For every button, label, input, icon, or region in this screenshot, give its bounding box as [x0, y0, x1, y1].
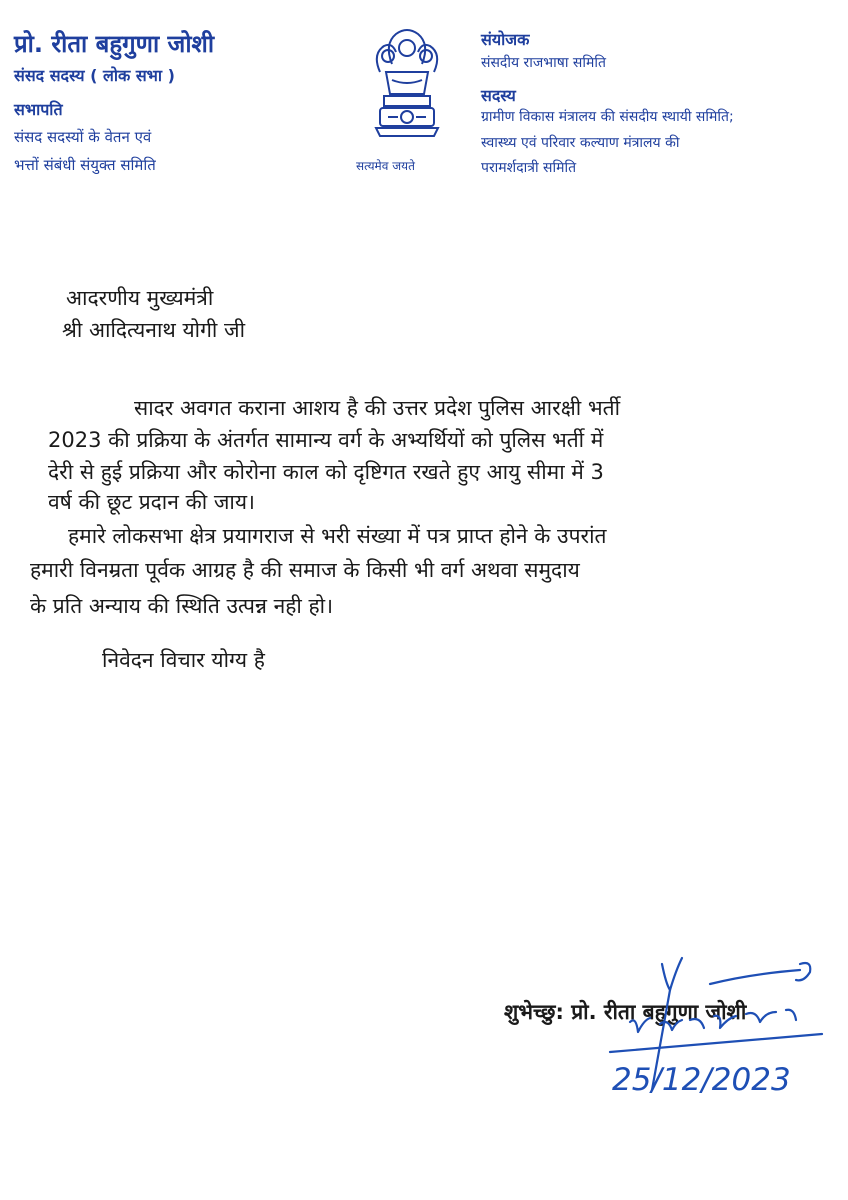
left-committee-line2: भत्तों संबंधी संयुक्त समिति — [14, 156, 156, 174]
salutation-line2: श्री आदित्यनाथ योगी जी — [62, 318, 246, 342]
right-role-convener: संयोजक — [481, 30, 530, 49]
salutation-line1: आदरणीय मुख्यमंत्री — [66, 286, 214, 310]
right-role-member: सदस्य — [481, 86, 516, 105]
body-line-4: वर्ष की छूट प्रदान की जाय। — [48, 490, 255, 514]
left-committee-line1: संसद सदस्यों के वेतन एवं — [14, 128, 152, 146]
right-committee2-line3: परामर्शदात्री समिति — [481, 160, 577, 176]
right-committee2-line1: ग्रामीण विकास मंत्रालय की संसदीय स्थायी समिति; — [481, 109, 734, 125]
right-committee1: संसदीय राजभाषा समिति — [481, 55, 607, 71]
body-line-8: निवेदन विचार योग्य है — [102, 648, 265, 672]
handwritten-date: 25/12/2023 — [612, 1062, 791, 1098]
sender-name: प्रो. रीता बहुगुणा जोशी — [14, 30, 215, 58]
closing-signature-line: शुभेच्छु: प्रो. रीता बहुगुणा जोशी — [504, 1000, 747, 1024]
body-line-3: देरी से हुई प्रक्रिया और कोरोना काल को दृष्टिगत रखते हुए आयु सीमा में 3 — [48, 460, 604, 484]
left-role: सभापति — [14, 100, 63, 119]
national-emblem-icon — [362, 24, 452, 150]
body-line-5: हमारे लोकसभा क्षेत्र प्रयागराज से भरी संख्या में पत्र प्राप्त होने के उपरांत — [68, 524, 607, 548]
body-line-7: के प्रति अन्याय की स्थिति उत्पन्न नही हो। — [30, 594, 334, 618]
emblem-motto: सत्यमेव जयते — [356, 159, 415, 173]
body-line-2: 2023 की प्रक्रिया के अंतर्गत सामान्य वर्ग के अभ्यर्थियों को पुलिस भर्ती में — [48, 428, 604, 452]
right-committee2-line2: स्वास्थ्य एवं परिवार कल्याण मंत्रालय की — [481, 135, 680, 151]
handwritten-signature — [590, 950, 840, 1100]
sender-designation: संसद सदस्य ( लोक सभा ) — [14, 66, 175, 85]
body-line-6: हमारी विनम्रता पूर्वक आग्रह है की समाज के किसी भी वर्ग अथवा समुदाय — [30, 558, 580, 582]
body-line-1: सादर अवगत कराना आशय है की उत्तर प्रदेश पुलिस आरक्षी भर्ती — [134, 396, 621, 420]
